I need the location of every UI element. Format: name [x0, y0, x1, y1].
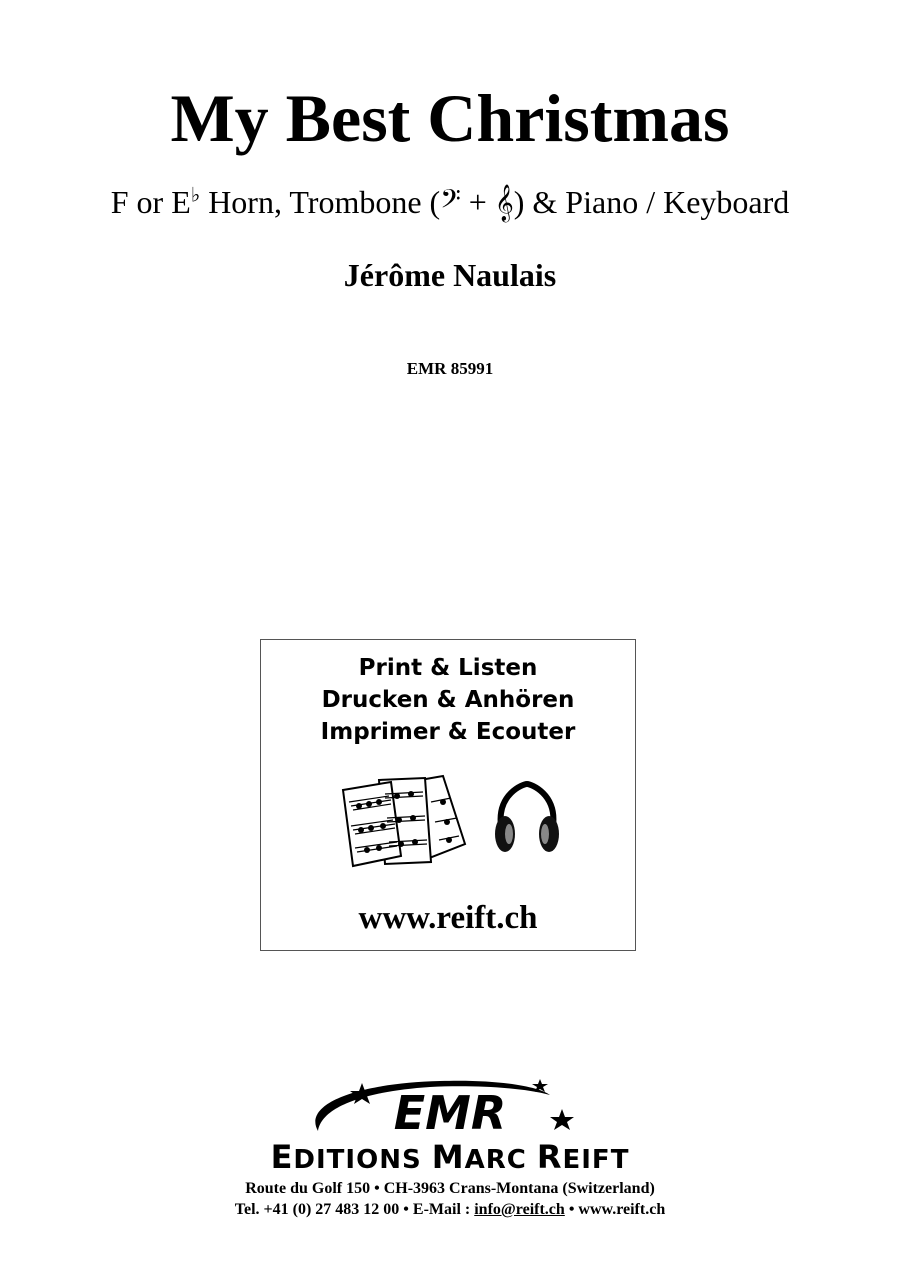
sheet-music-icon — [339, 774, 469, 868]
publisher-word-reift: EIFT — [562, 1145, 630, 1175]
promo-line-german: Drucken & Anhören — [321, 687, 575, 713]
instrumentation — [0, 182, 900, 222]
page-title: My Best Christmas — [170, 80, 730, 156]
publisher-initial-r: R — [536, 1138, 563, 1176]
flat-symbol: ♭ — [190, 184, 201, 207]
publisher-name — [0, 1140, 900, 1177]
svg-text:EMR: EMR — [393, 1086, 507, 1140]
promo-line-english: Print & Listen — [358, 655, 538, 681]
publisher-contact — [0, 1199, 900, 1221]
catalog-number: EMR 85991 — [406, 359, 494, 378]
treble-clef-icon: 𝄞 — [494, 184, 514, 220]
publisher-word-editions: DITIONS — [293, 1145, 432, 1175]
publisher-initial-m: M — [431, 1138, 465, 1176]
publisher-word-marc: ARC — [464, 1145, 537, 1175]
print-listen-box — [260, 639, 636, 951]
instrumentation-part-2: Horn, Trombone ( — [200, 184, 441, 220]
plus-sign: + — [460, 184, 495, 220]
instrumentation-part-1: F or E — [110, 184, 191, 220]
bass-clef-icon: 𝄢 — [440, 184, 461, 220]
publisher-initial-e: E — [270, 1138, 294, 1176]
email-link[interactable]: info@reift.ch — [474, 1201, 565, 1218]
phone-text: Tel. +41 (0) 27 483 12 00 • E-Mail : — [234, 1201, 475, 1218]
website-text: • www.reift.ch — [564, 1201, 666, 1218]
promo-website[interactable]: www.reift.ch — [358, 900, 538, 936]
instrumentation-part-3: ) & Piano / Keyboard — [513, 184, 790, 220]
publisher-address: Route du Golf 150 • CH-3963 Crans-Montana (Switzerland) — [245, 1180, 655, 1197]
composer-name: Jérôme Naulais — [343, 257, 557, 293]
promo-line-french: Imprimer & Ecouter — [320, 719, 576, 745]
headphones-icon — [493, 780, 561, 856]
